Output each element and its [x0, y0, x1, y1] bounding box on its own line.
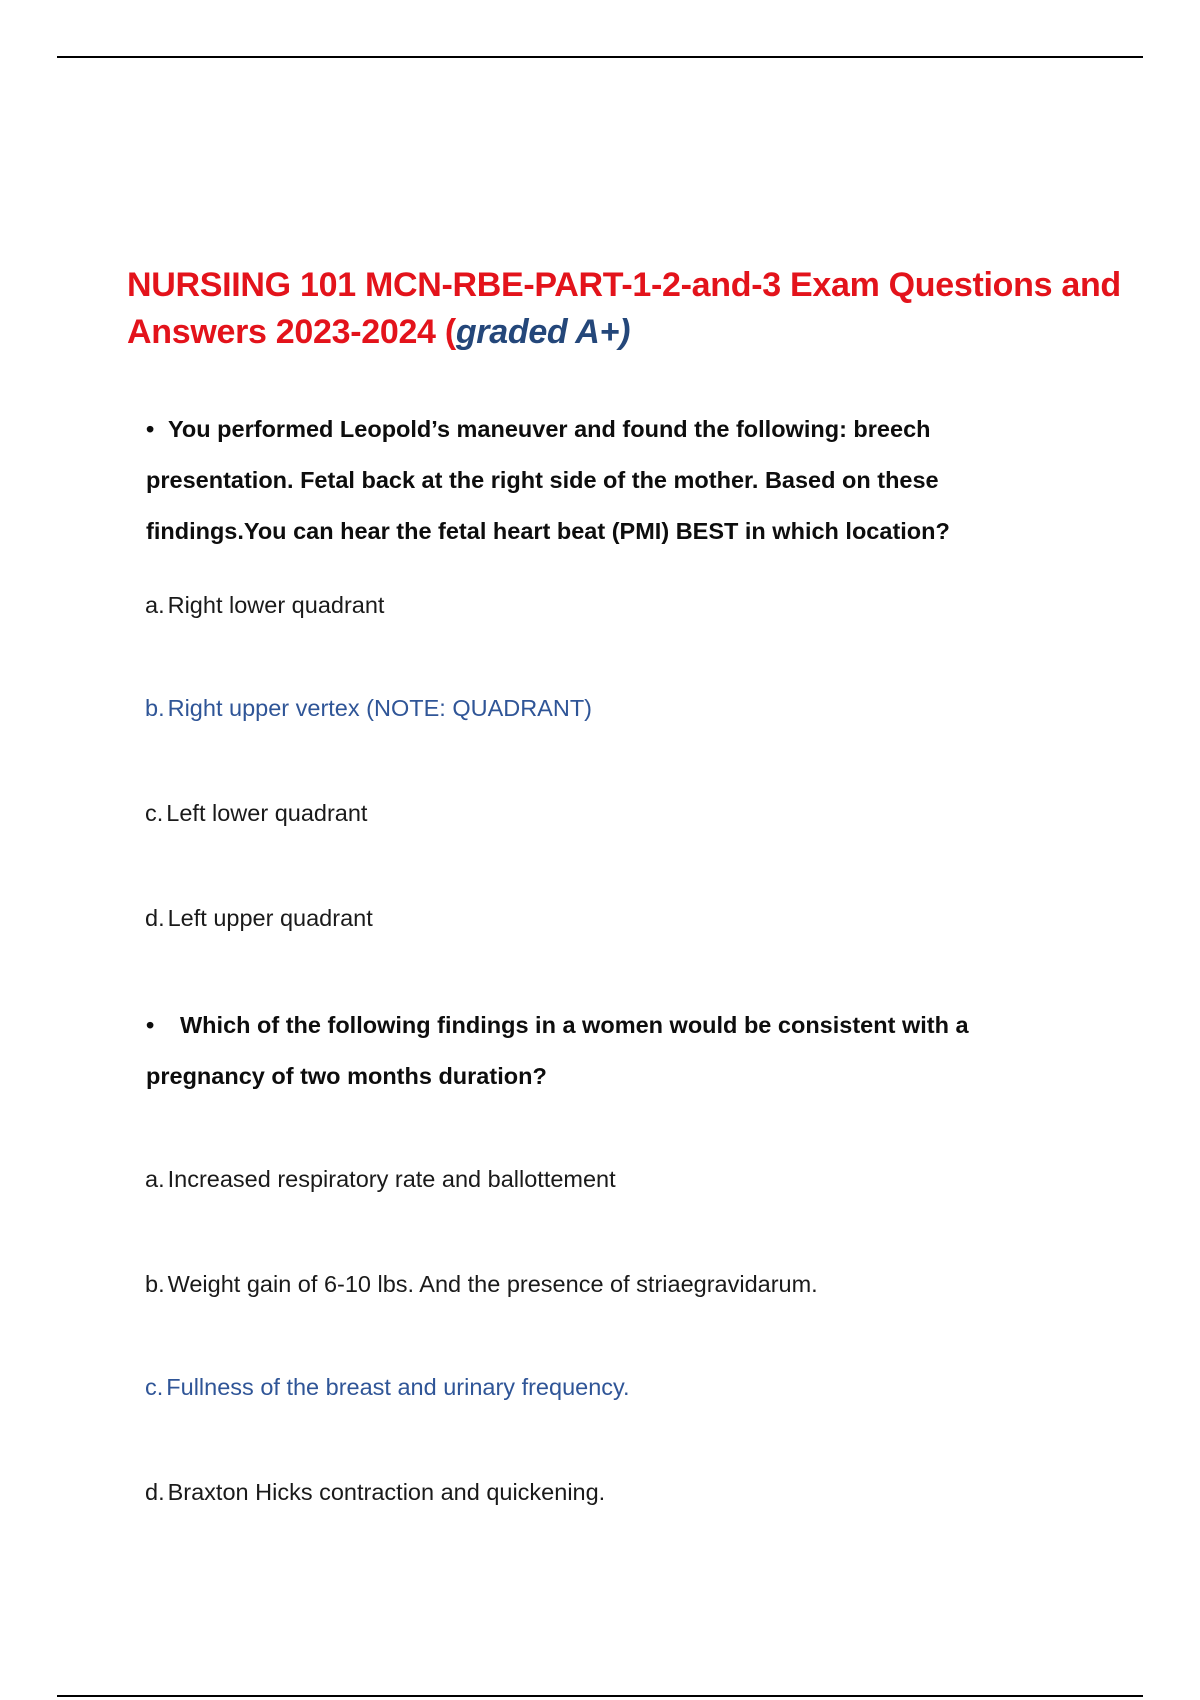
option-text: Increased respiratory rate and ballottement	[167, 1166, 616, 1192]
title-main: NURSIING 101 MCN-RBE-PART-1-2-and-3 Exam Questions and Answers 2023-2024 (	[127, 266, 1121, 351]
option-text: Braxton Hicks contraction and quickening.	[167, 1479, 606, 1505]
question-2-option-d	[145, 1477, 605, 1507]
bottom-rule	[57, 1695, 1143, 1697]
top-rule	[57, 56, 1143, 58]
option-letter: c.	[145, 1374, 164, 1400]
title-graded: graded A+)	[455, 313, 631, 351]
question-2-option-a	[145, 1164, 616, 1194]
option-letter: a.	[145, 1166, 165, 1192]
question-1	[146, 404, 1046, 557]
option-text: Left upper quadrant	[167, 905, 373, 931]
question-1-option-b-correct	[145, 693, 592, 723]
option-letter: c.	[145, 800, 164, 826]
question-1-option-a	[145, 590, 384, 620]
option-letter: a.	[145, 592, 165, 618]
question-2	[146, 1000, 1046, 1102]
option-text: Weight gain of 6-10 lbs. And the presence of striaegravidarum.	[167, 1271, 818, 1297]
option-text: Left lower quadrant	[166, 800, 368, 826]
bullet-icon: •	[146, 1012, 155, 1038]
question-1-text: You performed Leopold’s maneuver and found the following: breech presentation. Fetal back at the right side of the mother. Based on these findings.You can hear the fetal heart beat (PMI) BEST in which location?	[146, 416, 950, 544]
question-2-option-c-correct	[145, 1372, 630, 1402]
option-letter: d.	[145, 1479, 165, 1505]
option-letter: d.	[145, 905, 165, 931]
option-text: Right lower quadrant	[167, 592, 385, 618]
question-2-text: Which of the following findings in a women would be consistent with a pregnancy of two months duration?	[146, 1012, 969, 1089]
option-text: Right upper vertex (NOTE: QUADRANT)	[167, 695, 593, 721]
option-letter: b.	[145, 695, 165, 721]
question-1-option-d	[145, 903, 373, 933]
option-text: Fullness of the breast and urinary frequency.	[166, 1374, 630, 1400]
option-letter: b.	[145, 1271, 165, 1297]
document-title	[127, 262, 1127, 356]
bullet-icon: •	[146, 416, 155, 442]
question-2-option-b	[145, 1269, 818, 1299]
question-1-option-c	[145, 798, 367, 828]
